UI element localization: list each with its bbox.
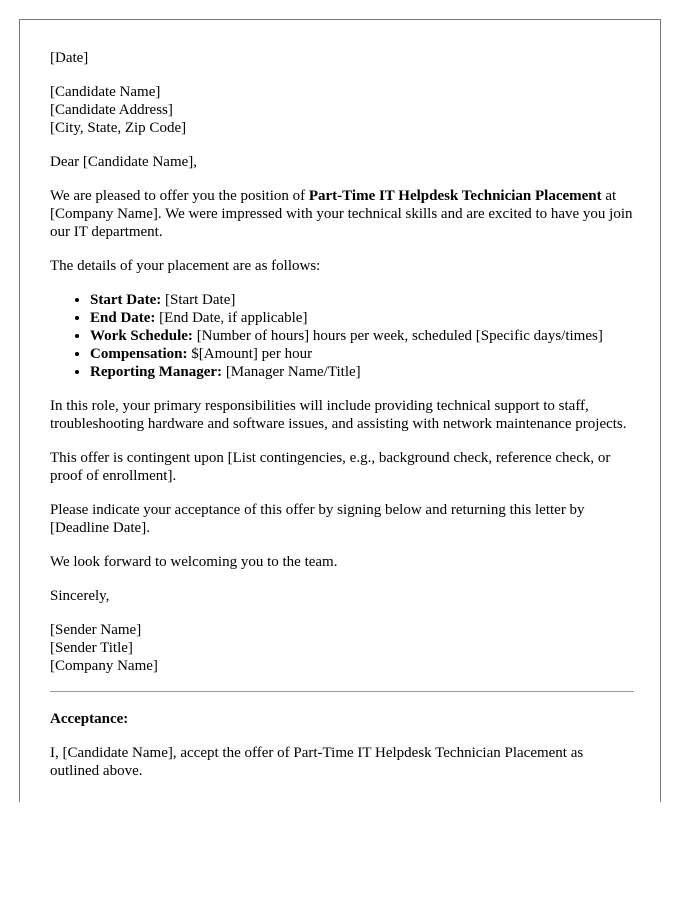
sender-block — [50, 621, 634, 675]
position-title: Part-Time IT Helpdesk Technician Placement — [308, 188, 602, 204]
acceptance-request-paragraph: Please indicate your acceptance of this offer by signing below and returning this letter by [Deadline Date]. — [50, 502, 585, 536]
recipient-block — [50, 83, 634, 137]
detail-label: Reporting Manager: — [90, 364, 223, 380]
letter-date: [Date] — [50, 50, 89, 66]
acceptance-divider — [50, 691, 634, 692]
intro-text-start: We are pleased to offer you the position of — [50, 188, 309, 204]
signoff: Sincerely, — [50, 588, 110, 604]
acceptance-statement: I, [Candidate Name], accept the offer of Part-Time IT Helpdesk Technician Placement as outlined above. — [50, 745, 584, 779]
detail-item-compensation — [90, 345, 634, 363]
offer-letter — [19, 19, 661, 802]
detail-item-start-date — [90, 291, 634, 309]
detail-label: Compensation: — [90, 346, 188, 362]
detail-label: Work Schedule: — [90, 328, 193, 344]
recipient-city-state-zip: [City, State, Zip Code] — [50, 120, 187, 136]
intro-paragraph — [50, 187, 634, 241]
intro-text-end: at [Company Name]. We were impressed with your technical skills and are excited to have you join our IT department. — [50, 188, 633, 240]
sender-company: [Company Name] — [50, 658, 158, 674]
acceptance-heading: Acceptance: — [50, 711, 129, 727]
sender-title: [Sender Title] — [50, 640, 133, 656]
detail-item-end-date — [90, 309, 634, 327]
letter-content — [50, 49, 634, 796]
closing-line: We look forward to welcoming you to the team. — [50, 554, 338, 570]
recipient-address: [Candidate Address] — [50, 102, 173, 118]
detail-value: $[Amount] per hour — [187, 346, 313, 362]
responsibilities-paragraph: In this role, your primary responsibilities will include providing technical support to staff, troubleshooting hardware and software issues, and assisting with network maintenance projects. — [50, 398, 627, 432]
details-heading: The details of your placement are as follows: — [50, 258, 321, 274]
details-list — [50, 291, 634, 381]
detail-value: [End Date, if applicable] — [155, 310, 308, 326]
recipient-name: [Candidate Name] — [50, 84, 161, 100]
sender-name: [Sender Name] — [50, 622, 142, 638]
salutation: Dear [Candidate Name], — [50, 154, 198, 170]
detail-label: Start Date: — [90, 292, 162, 308]
detail-label: End Date: — [90, 310, 156, 326]
contingency-paragraph: This offer is contingent upon [List contingencies, e.g., background check, reference check, or proof of enrollment]. — [50, 450, 611, 484]
detail-item-reporting-manager — [90, 363, 634, 381]
detail-value: [Start Date] — [161, 292, 236, 308]
detail-value: [Manager Name/Title] — [222, 364, 361, 380]
detail-value: [Number of hours] hours per week, scheduled [Specific days/times] — [192, 328, 603, 344]
detail-item-work-schedule — [90, 327, 634, 345]
